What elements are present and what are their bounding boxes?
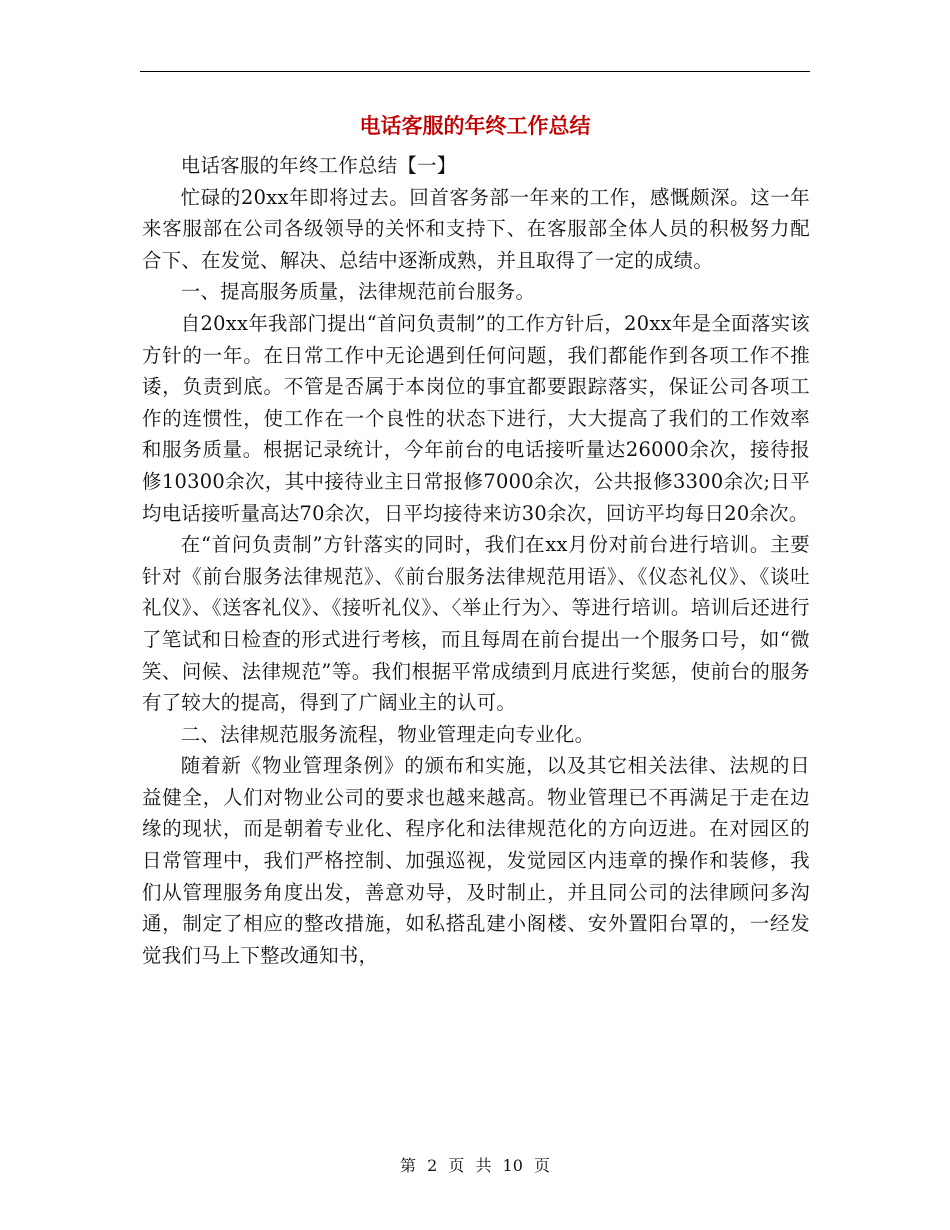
document-body — [142, 150, 810, 971]
body-paragraph: 在“首问负责制”方针落实的同时，我们在xx月份对前台进行培训。主要针对《前台服务法律规范》、《前台服务法律规范用语》、《仪态礼仪》、《谈吐礼仪》、《送客礼仪》、《接听礼仪》、〈举止行为〉、等进行培训。培训后还进行了笔试和日检查的形式进行考核，而且每周在前台提出一个服务口号，如“微笑、问候、法律规范”等。我们根据平常成绩到月底进行奖惩，使前台的服务有了较大的提高，得到了广阔业主的认可。 — [142, 533, 810, 715]
section-heading: 二、法律规范服务流程，物业管理走向专业化。 — [180, 722, 595, 746]
section-heading: 电话客服的年终工作总结【一】 — [180, 154, 457, 177]
body-paragraph: 随着新《物业管理条例》的颁布和实施，以及其它相关法律、法规的日益健全，人们对物业公司的要求也越来越高。物业管理已不再满足于走在边缘的现状，而是朝着专业化、程序化和法律规范化的方向迈进。在对园区的日常管理中，我们严格控制、加强巡视，发觉园区内违章的操作和装修，我们从管理服务角度出发，善意劝导，及时制止，并且同公司的法律顾问多沟通，制定了相应的整改措施，如私搭乱建小阁楼、安外置阳台罩的，一经发觉我们马上下整改通知书， — [142, 754, 810, 967]
header-rule — [140, 71, 810, 72]
body-paragraph: 忙碌的20xx年即将过去。回首客务部一年来的工作，感慨颇深。这一年来客服部在公司各级领导的关怀和支持下、在客服部全体人员的积极努力配合下、在发觉、解决、总结中逐渐成熟，并且取得了一定的成绩。 — [142, 185, 810, 272]
body-paragraph: 自20xx年我部门提出“首问负责制”的工作方针后，20xx年是全面落实该方针的一年。在日常工作中无论遇到任何问题，我们都能作到各项工作不推诿，负责到底。不管是否属于本岗位的事宜都要跟踪落实，保证公司各项工作的连惯性，使工作在一个良性的状态下进行，大大提高了我们的工作效率和服务质量。根据记录统计，今年前台的电话接听量达26000余次，接待报修10300余次，其中接待业主日常报修7000余次，公共报修3300余次;日平均电话接听量高达70余次，日平均接待来访30余次，回访平均每日20余次。 — [142, 311, 810, 525]
page-number: 第 2 页 共 10 页 — [400, 1156, 550, 1175]
section-heading: 一、提高服务质量，法律规范前台服务。 — [180, 280, 536, 304]
document-title: 电话客服的年终工作总结 — [359, 113, 591, 138]
